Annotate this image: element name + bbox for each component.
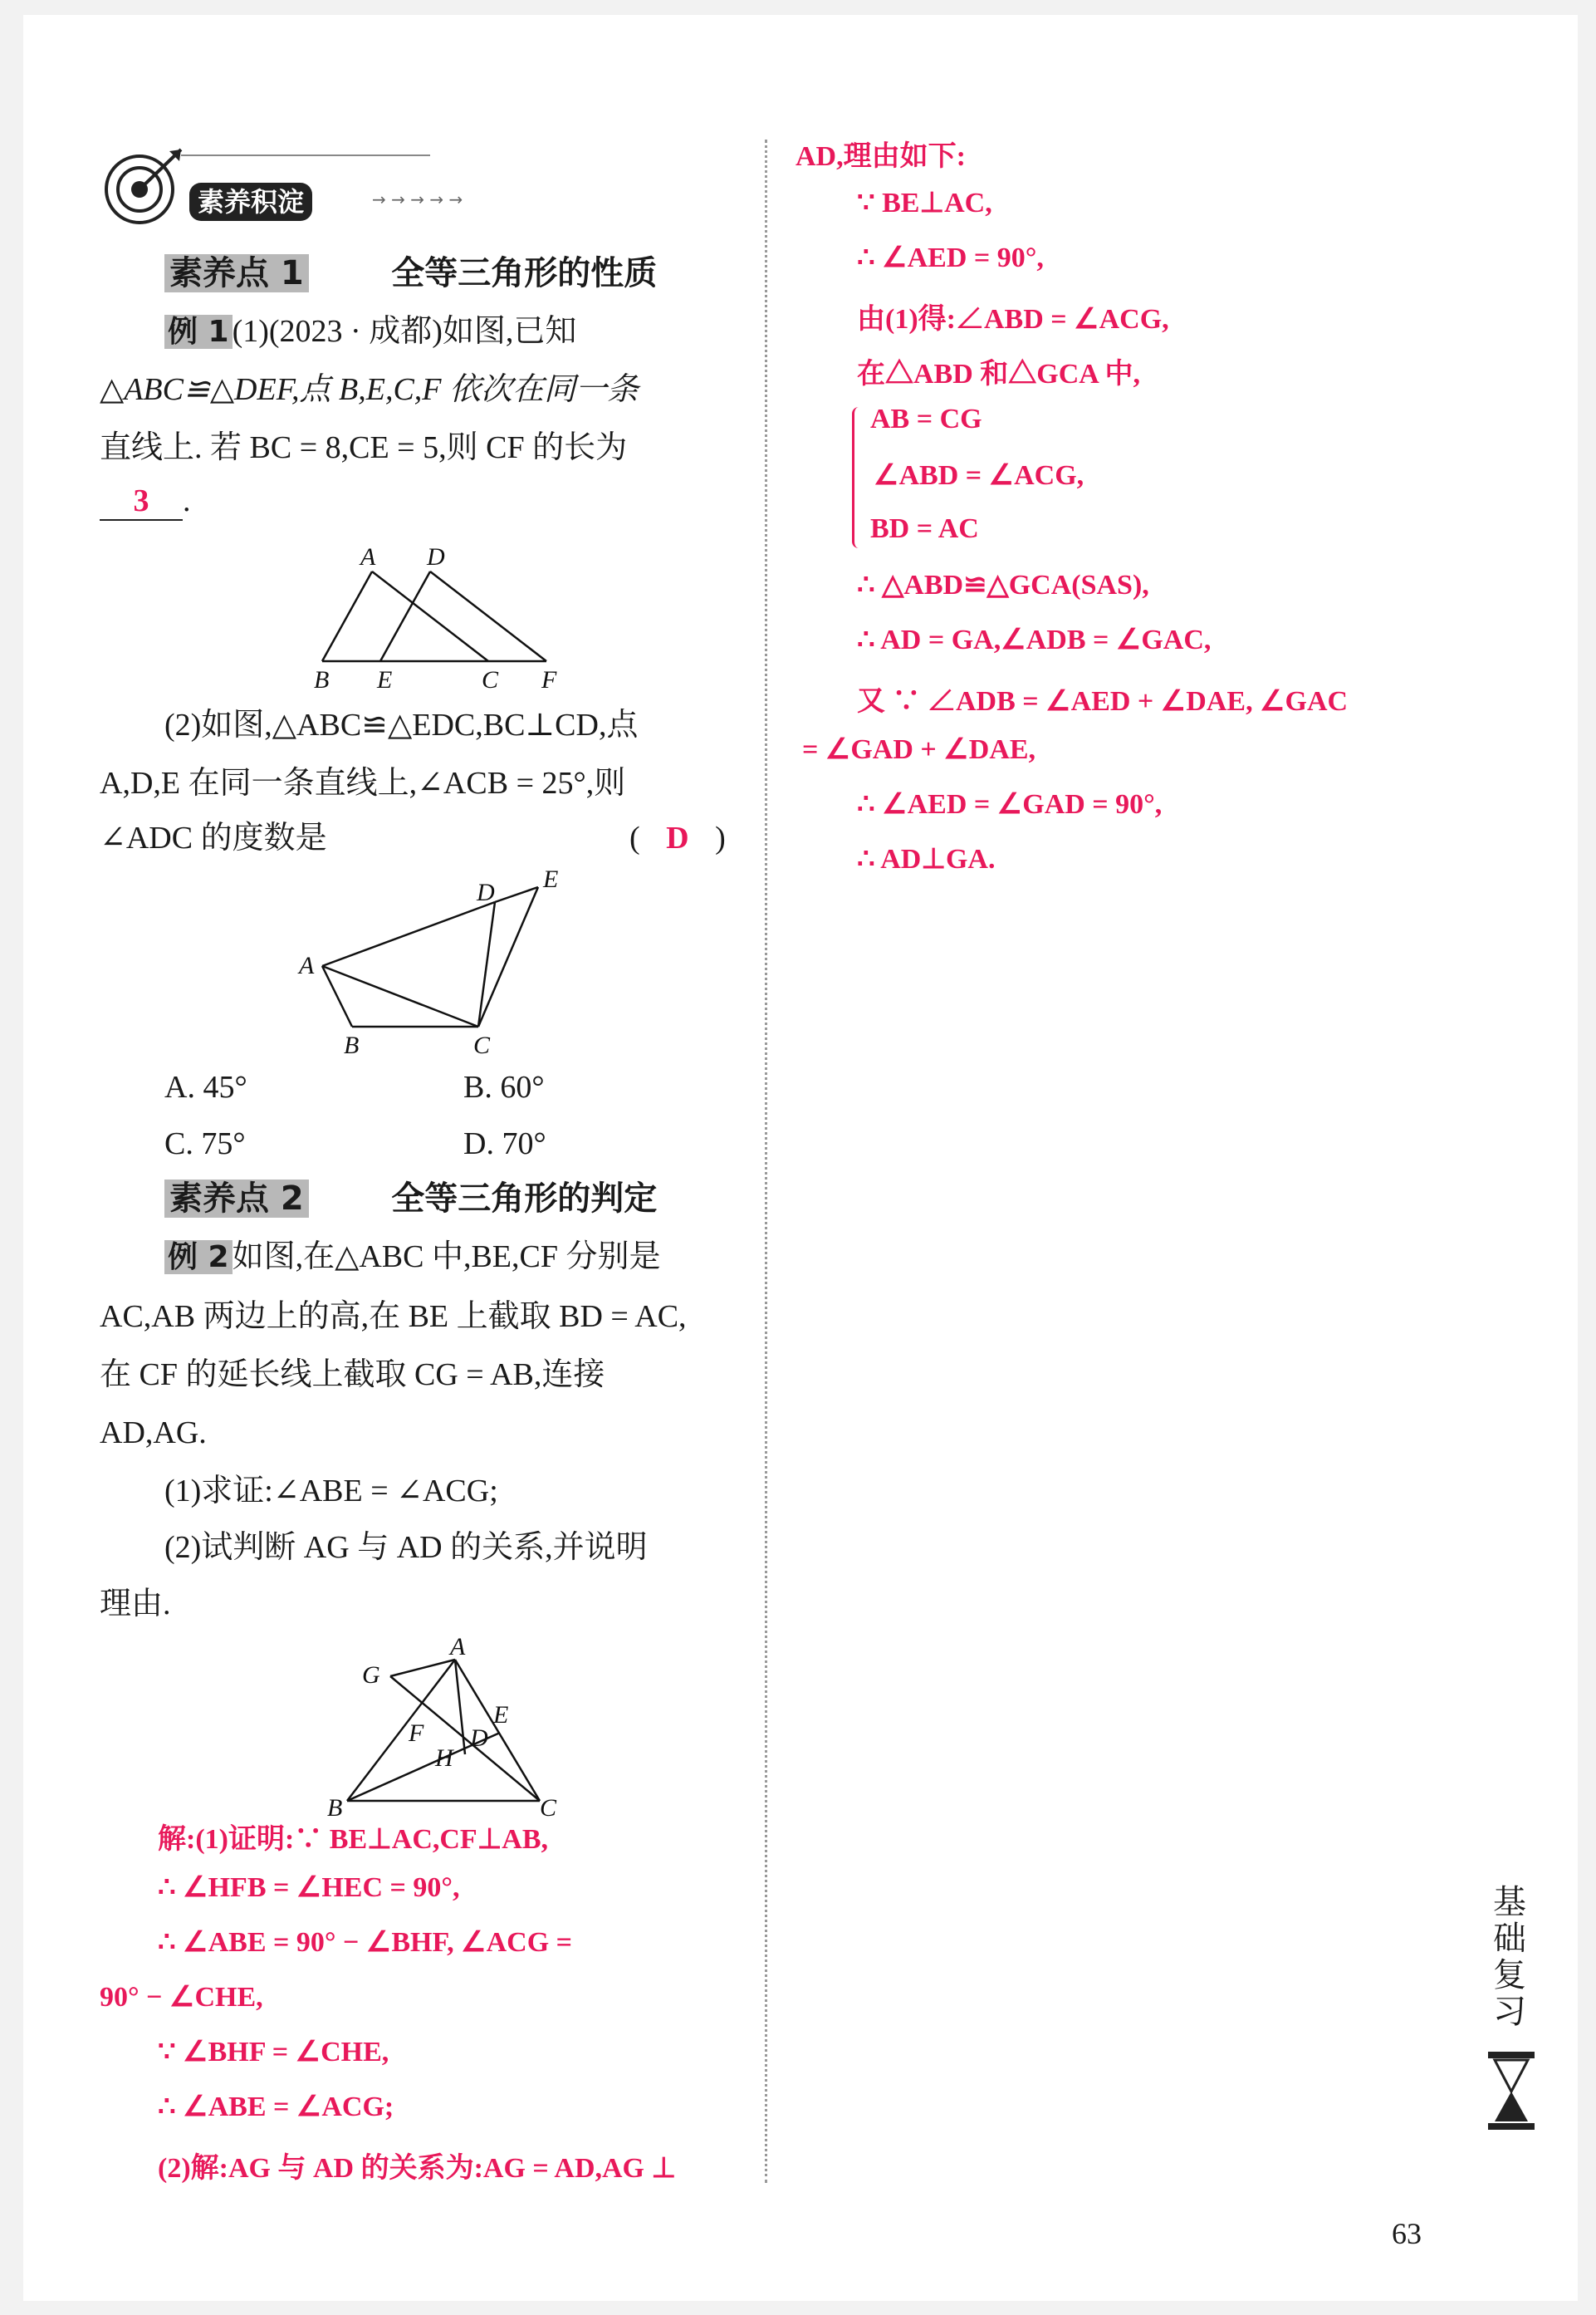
brace (852, 407, 866, 548)
fig1-label-A: A (360, 543, 376, 571)
banner-arrows: → → → → → (372, 189, 463, 209)
solution-left-2: ∴ ∠HFB = ∠HEC = 90°, (158, 1872, 460, 1903)
solution-right-10: ∴ AD = GA,∠ADB = ∠GAC, (857, 625, 1212, 655)
fig1-label-E: E (377, 666, 393, 694)
solution-left-6: ∴ ∠ABE = ∠ACG; (158, 2092, 394, 2122)
solution-right-7: ∠ABD = ∠ACG, (874, 460, 1084, 491)
option-a: A. 45° (164, 1070, 247, 1105)
figure-2 (289, 862, 588, 1062)
ex1-p2-line2: A,D,E 在同一条直线上,∠ACB = 25°,则 (100, 766, 626, 801)
fig3-label-E: E (493, 1701, 509, 1729)
figure-3 (322, 1635, 588, 1817)
fig2-label-D: D (477, 879, 495, 906)
solution-right-9: ∴ △ABD≌△GCA(SAS), (857, 570, 1149, 601)
ex2-q2a: (2)试判断 AG 与 AD 的关系,并说明 (164, 1530, 648, 1565)
option-d: D. 70° (463, 1126, 546, 1161)
section1-header (164, 244, 657, 303)
ex1-p2-line3: ∠ADC 的度数是 (100, 821, 327, 856)
solution-right-14: ∴ AD⊥GA. (857, 844, 996, 875)
ex1-line2: △ABC≌△DEF,点 B,E,C,F 依次在同一条 (100, 372, 639, 407)
ex2-q2b: 理由. (100, 1587, 171, 1621)
solution-right-13: ∴ ∠AED = ∠GAD = 90°, (857, 789, 1163, 820)
fig3-label-C: C (540, 1794, 557, 1817)
solution-left-1: 解:(1)证明:∵ BE⊥AC,CF⊥AB, (158, 1824, 549, 1855)
fig3-label-F: F (409, 1719, 424, 1747)
fig3-label-B: B (327, 1794, 343, 1817)
fig1-label-B: B (314, 666, 330, 694)
ex1-p2-answer: D (666, 821, 689, 856)
figure-1 (289, 538, 571, 696)
banner (98, 140, 463, 231)
fig3-label-A: A (450, 1635, 466, 1660)
fig1-label-F: F (541, 666, 557, 694)
option-b: B. 60° (463, 1070, 545, 1105)
column-divider (765, 140, 767, 2183)
solution-left-4: 90° − ∠CHE, (100, 1982, 263, 2013)
section2-label: 素养点 2 (164, 1180, 309, 1218)
hourglass-icon (1486, 2050, 1536, 2133)
banner-label: 素养积淀 (189, 183, 312, 221)
ex2-label: 例 2 (164, 1240, 233, 1274)
ex2-line1: 例 2 如图,在△ABC 中,BE,CF 分别是 (164, 1228, 661, 1287)
page-number: 63 (1392, 2217, 1422, 2250)
ex1-answer: 3 (100, 483, 183, 521)
fig3-label-H: H (435, 1744, 453, 1772)
ex2-line4: AD,AG. (100, 1415, 207, 1450)
solution-right-4: 由(1)得:∠ABD = ∠ACG, (857, 304, 1169, 335)
ex1-label: 例 1 (164, 315, 233, 349)
section2-header (164, 1170, 657, 1229)
section2-title: 全等三角形的判定 (391, 1180, 658, 1218)
ex1-answer-line: 3 . (100, 472, 191, 530)
fig3-label-D: D (470, 1724, 488, 1752)
fig2-label-C: C (473, 1032, 491, 1059)
option-c: C. 75° (164, 1126, 246, 1161)
solution-right-2: ∵ BE⊥AC, (857, 188, 992, 218)
fig2-label-A: A (299, 952, 315, 979)
fig3-label-G: G (362, 1661, 380, 1689)
ex1-p2-choice: ( D ) (629, 821, 726, 856)
solution-left-3: ∴ ∠ABE = 90° − ∠BHF, ∠ACG = (158, 1927, 573, 1958)
fig2-label-B: B (344, 1032, 360, 1059)
ex2-q1: (1)求证:∠ABE = ∠ACG; (164, 1474, 498, 1508)
solution-right-8: BD = AC (870, 513, 979, 544)
solution-right-6: AB = CG (870, 404, 982, 434)
fig1-label-C: C (482, 666, 499, 694)
ex2-line3: 在 CF 的延长线上截取 CG = AB,连接 (100, 1357, 605, 1392)
ex2-line2: AC,AB 两边上的高,在 BE 上截取 BD = AC, (100, 1299, 687, 1334)
solution-right-1: AD,理由如下: (796, 141, 966, 172)
solution-left-7: (2)解:AG 与 AD 的关系为:AG = AD,AG ⊥ (158, 2153, 677, 2184)
fig2-label-E: E (543, 866, 559, 893)
solution-right-5: 在△ABD 和△GCA 中, (857, 359, 1140, 390)
solution-right-12: = ∠GAD + ∠DAE, (802, 734, 1036, 765)
textbook-page (23, 15, 1578, 2301)
solution-right-11: 又 ∵ ∠ADB = ∠AED + ∠DAE, ∠GAC (857, 686, 1349, 717)
fig1-label-D: D (427, 543, 445, 571)
section1-label: 素养点 1 (164, 254, 309, 292)
target-icon (98, 140, 189, 231)
solution-right-3: ∴ ∠AED = 90°, (857, 243, 1044, 273)
sidebar-label: 基 础 复 习 (1493, 1883, 1526, 2031)
section1-title: 全等三角形的性质 (391, 254, 658, 292)
ex1-line3: 直线上. 若 BC = 8,CE = 5,则 CF 的长为 (100, 430, 628, 465)
ex1-line1: 例 1 (1)(2023 · 成都)如图,已知 (164, 302, 576, 361)
ex1-p2-line1: (2)如图,△ABC≌△EDC,BC⊥CD,点 (164, 708, 639, 743)
solution-left-5: ∵ ∠BHF = ∠CHE, (158, 2037, 389, 2067)
